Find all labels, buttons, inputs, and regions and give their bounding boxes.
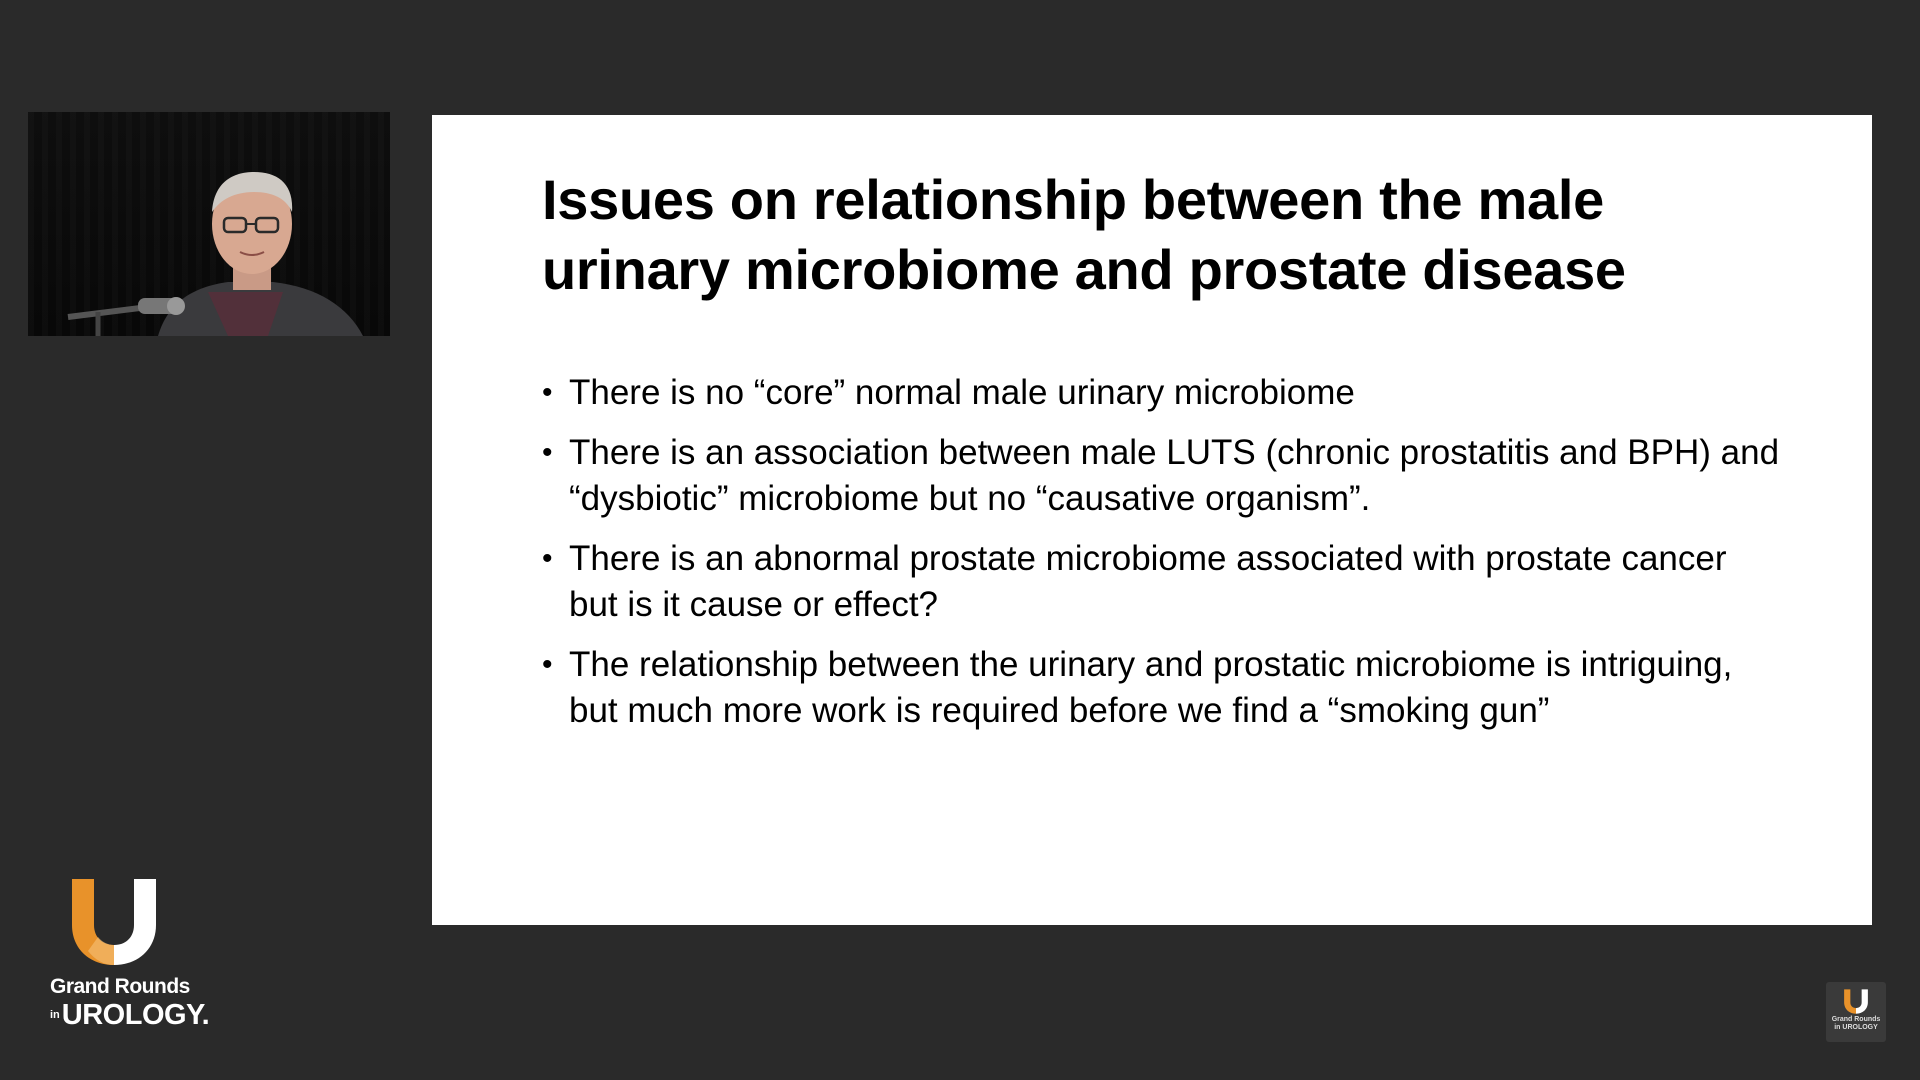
bullet-dot-icon: •: [542, 376, 553, 409]
brand-urology: UROLOGY.: [61, 999, 210, 1031]
brand-name-line1: Grand Rounds: [50, 975, 190, 998]
bullet-item: [542, 430, 1782, 522]
bullet-dot-icon: •: [542, 648, 553, 681]
bullet-text: The relationship between the urinary and prostatic microbiome is intriguing, but much more work is required before we find a “smoking gun”: [569, 645, 1733, 730]
bullet-item: [542, 370, 1782, 416]
presentation-slide: [432, 115, 1872, 925]
brand-name-line2: [50, 999, 210, 1032]
slide-title: Issues on relationship between the male urinary microbiome and prostate disease: [542, 168, 1626, 301]
bullet-dot-icon: •: [542, 436, 553, 469]
presenter-video: [28, 112, 390, 336]
watermark-text: [1826, 1016, 1886, 1032]
grand-rounds-logo: [50, 875, 210, 1035]
presenter-figure: [28, 112, 390, 336]
bullet-text: There is an association between male LUTS (chronic prostatitis and BPH) and “dysbiotic” microbiome but no “causative organism”.: [569, 433, 1780, 518]
bullet-list: [542, 370, 1782, 748]
brand-in: in: [50, 1009, 60, 1021]
grand-rounds-u-logo-small-icon: [1843, 988, 1869, 1014]
bullet-dot-icon: •: [542, 542, 553, 575]
bullet-item: [542, 536, 1782, 628]
watermark-line1: Grand Rounds: [1831, 1016, 1881, 1023]
grand-rounds-u-logo-icon: [68, 875, 160, 965]
watermark-line2: in UROLOGY: [1834, 1024, 1878, 1031]
bullet-item: [542, 642, 1782, 734]
bullet-text: There is an abnormal prostate microbiome associated with prostate cancer but is it cause or effect?: [569, 539, 1727, 624]
channel-watermark: [1826, 982, 1886, 1042]
bullet-text: There is no “core” normal male urinary microbiome: [569, 373, 1355, 412]
